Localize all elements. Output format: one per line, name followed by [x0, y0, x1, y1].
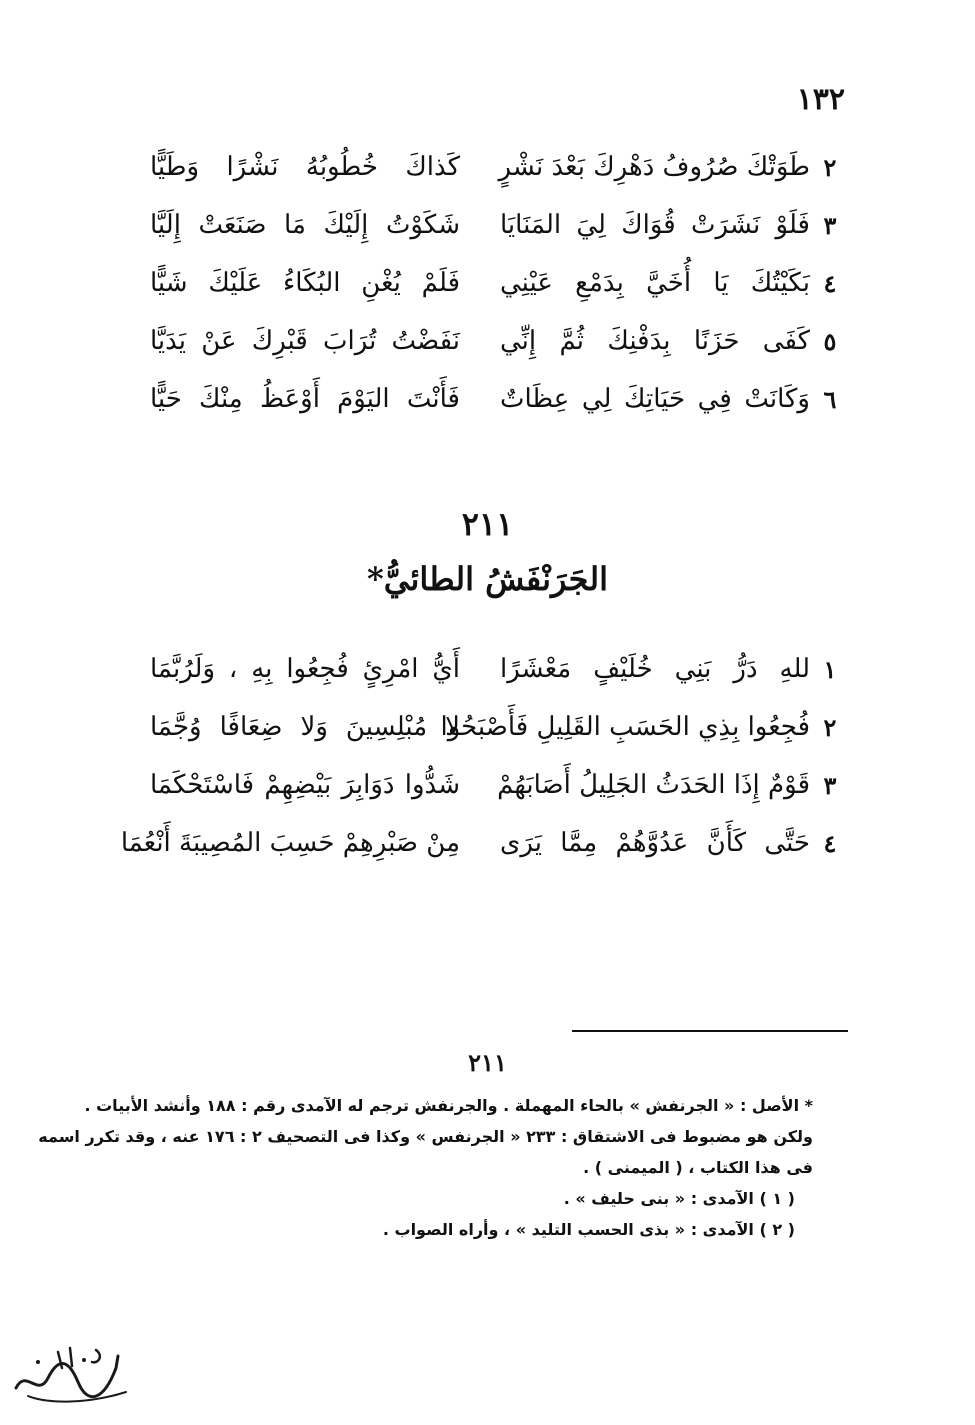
verse-number: ٥ [823, 326, 837, 356]
verse-first-hemistich: بَكَيْتُكَ يَا أُخَيَّ بِدَمْعِ عَيْنِي [500, 268, 810, 298]
footnote-poem-number: ٢١١ [468, 1048, 507, 1077]
verse-line [150, 312, 850, 370]
verse-first-hemistich: للهِ دَرُّ بَنِي خُلَيْفٍ مَعْشَرًا [500, 654, 810, 684]
verse-line [150, 370, 850, 428]
page-number: ١٣٢ [796, 82, 845, 117]
poet-name-heading: الجَرَنْفَشُ الطائيُّ* [367, 560, 608, 598]
verses-bottom [120, 640, 850, 872]
footnote-line: ( ٢ ) الآمدى : « بذى الحسب التليد » ، وأراه الصواب . [382, 1220, 795, 1239]
verse-first-hemistich: طَوَتْكَ صُرُوفُ دَهْرِكَ بَعْدَ نَشْرٍ [498, 152, 810, 182]
poem-number: ٢١١ [461, 505, 514, 543]
verse-number: ١ [823, 654, 837, 684]
footnote-line: فى هذا الكتاب ، ( الميمنى ) . [583, 1158, 813, 1177]
verse-second-hemistich: نَفَضْتُ تُرَابَ قَبْرِكَ عَنْ يَدَيَّا [150, 326, 460, 356]
verse-number: ٢ [823, 152, 837, 182]
verse-first-hemistich: حَتَّى كَأَنَّ عَدُوَّهُمْ مِمَّا يَرَى [500, 828, 810, 858]
verse-number: ٣ [823, 770, 837, 800]
verse-number: ٣ [823, 210, 837, 240]
verse-second-hemistich: شَكَوْتُ إِلَيْكَ مَا صَنَعَتْ إِلَيَّا [150, 210, 460, 240]
verse-line [150, 698, 850, 756]
verse-first-hemistich: كَفَى حَزَنًا بِدَفْنِكَ ثُمَّ إِنِّي [500, 326, 810, 356]
verse-line [120, 814, 850, 872]
footnote-line: ولكن هو مضبوط فى الاشتقاق : ٢٣٣ « الجرنفس » وكذا فى التصحيف ٢ : ١٧٦ عنه ، وقد تكرر اسمه [38, 1127, 813, 1146]
footnotes [38, 1090, 813, 1245]
verse-second-hemistich: كَذاكَ خُطُوبُهُ نَشْرًا وَطَيًّا [150, 152, 460, 182]
verse-second-hemistich: شَدُّوا دَوَابِرَ بَيْضِهِمْ فَاسْتَحْكَمَا [150, 770, 460, 800]
verse-number: ٤ [823, 828, 837, 858]
verse-line [150, 196, 850, 254]
footnote-divider [572, 1030, 848, 1032]
verse-second-hemistich: فَلَمْ يُغْنِ البُكَاءُ عَلَيْكَ شَيًّا [150, 268, 460, 298]
verse-first-hemistich: فَلَوْ نَشَرَتْ قُوَاكَ لِيَ المَنَايَا [500, 210, 810, 240]
verse-line [150, 254, 850, 312]
verse-first-hemistich: وَكَانَتْ فِي حَيَاتِكَ لِي عِظَاتٌ [500, 384, 810, 414]
footnote-line: ( ١ ) الآمدى : « بنى حليف » . [563, 1189, 795, 1208]
verse-line [150, 756, 850, 814]
footnote-line: * الأصل : « الجرنفش » بالحاء المهملة . والجرنفش ترجم له الآمدى رقم : ١٨٨ وأنشد الأبيات . [84, 1096, 813, 1115]
verse-first-hemistich: فُجِعُوا بِذِي الحَسَبِ القَلِيلِ فَأَصْبَحُوا [440, 712, 810, 742]
verse-number: ٦ [823, 384, 837, 414]
verse-first-hemistich: قَوْمٌ إِذَا الحَدَثُ الجَلِيلُ أَصَابَهُمْ [497, 770, 810, 800]
watermark-logo-icon [8, 1338, 140, 1410]
verse-second-hemistich: مِنْ صَبْرِهِمْ حَسِبَ المُصِيبَةَ أَنْعُمَا [120, 828, 460, 858]
verse-second-hemistich: فَأَنْتَ اليَوْمَ أَوْعَظُ مِنْكَ حَيًّا [150, 384, 460, 414]
verse-second-hemistich: لا مُبْلِسِينَ وَلا ضِعَافًا وُجَّمَا [150, 712, 460, 742]
verse-number: ٢ [823, 712, 837, 742]
verse-number: ٤ [823, 268, 837, 298]
verse-line [150, 138, 850, 196]
verse-second-hemistich: أَيُّ امْرِئٍ فُجِعُوا بِهِ ، وَلَرُبَّمَا [150, 654, 460, 684]
verses-top [150, 138, 850, 428]
verse-line [150, 640, 850, 698]
